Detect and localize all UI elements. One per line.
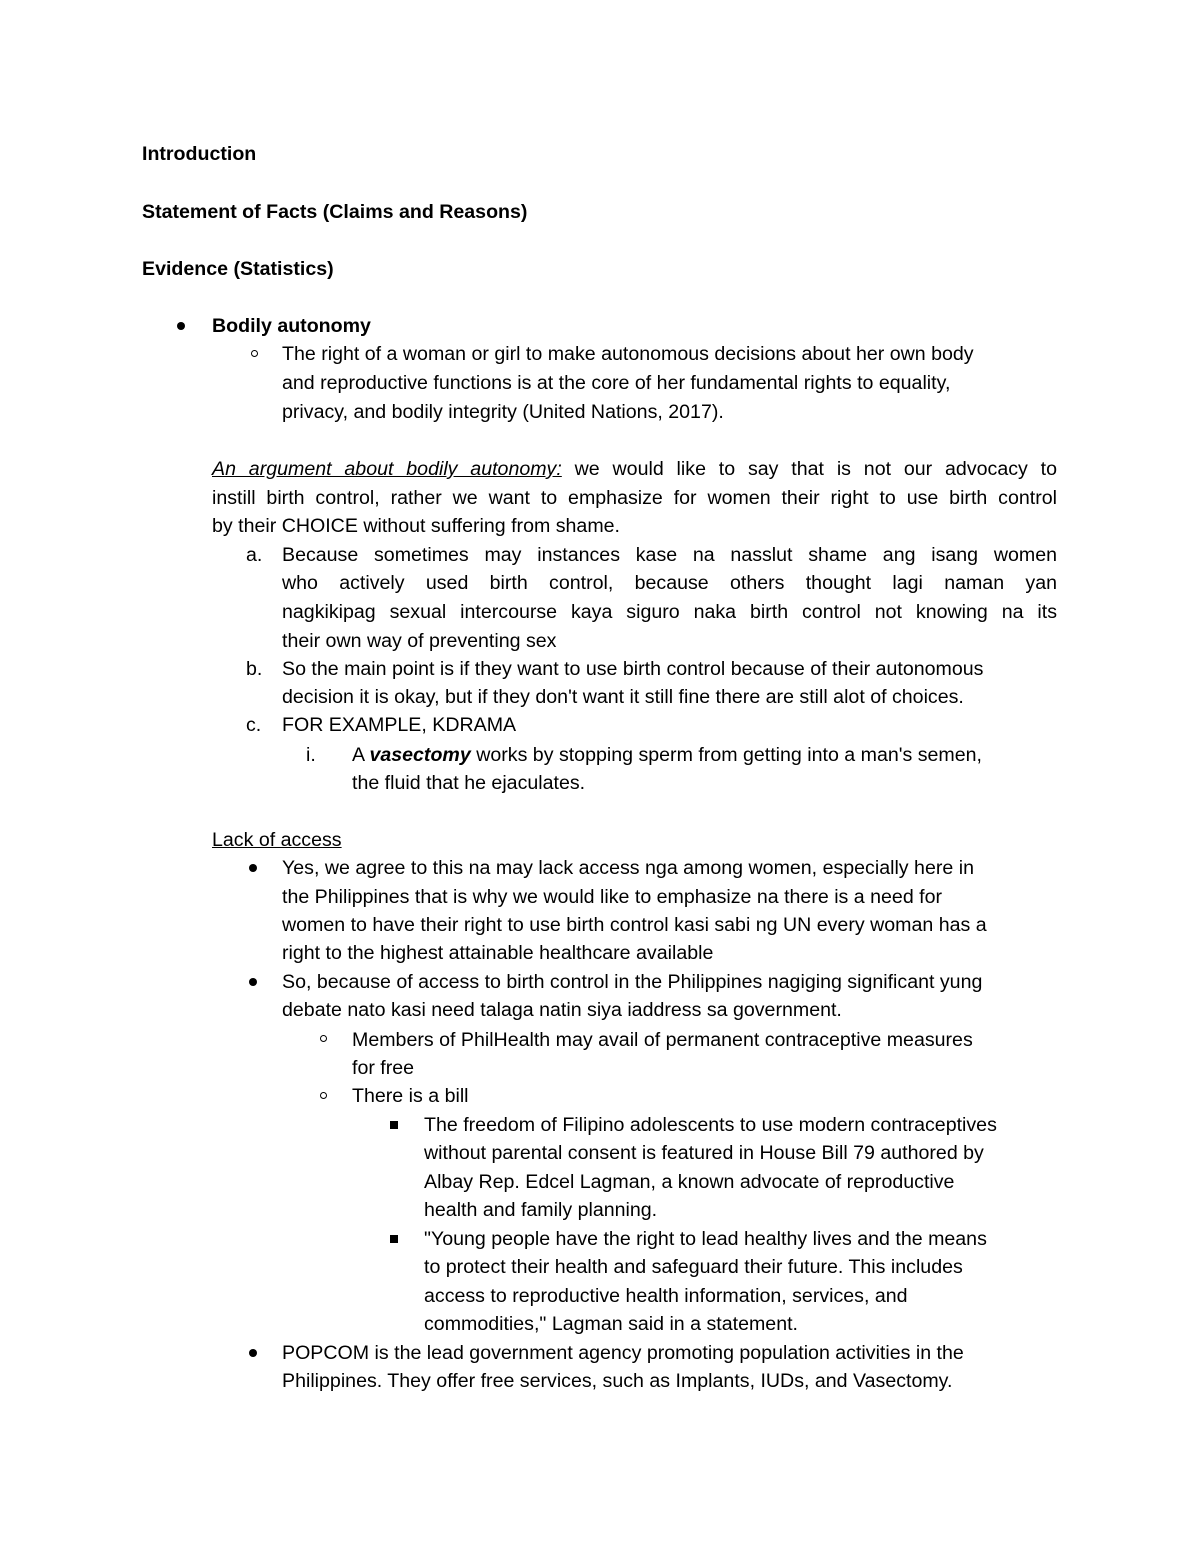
vasectomy-emphasis: vasectomy	[369, 744, 471, 766]
bullet-dot-icon	[249, 1349, 257, 1357]
bullet-square-icon	[390, 1121, 398, 1129]
list-item-line: So the main point is if they want to use birth control because of their autonomous	[282, 658, 984, 680]
list-item-line: Philippines. They offer free services, such as Implants, IUDs, and Vasectomy.	[282, 1370, 953, 1392]
bodily-autonomy-title: Bodily autonomy	[212, 315, 371, 337]
bullet-circle-icon	[251, 350, 258, 357]
list-item-line: Yes, we agree to this na may lack access nga among women, especially here in	[282, 857, 974, 879]
list-marker: i.	[306, 744, 316, 766]
bullet-circle-icon	[320, 1092, 327, 1099]
list-item-line: nagkikipag sexual intercourse kaya siguro naka birth control not knowing na its	[282, 601, 1057, 623]
argument-label: An argument about bodily autonomy:	[212, 458, 562, 480]
quote-line: privacy, and bodily integrity (United Nations, 2017).	[282, 401, 724, 423]
list-marker: a.	[246, 544, 263, 566]
list-item-line: FOR EXAMPLE, KDRAMA	[282, 714, 517, 736]
quote-line: The right of a woman or girl to make autonomous decisions about her own body	[282, 343, 974, 365]
list-marker: b.	[246, 658, 263, 680]
vasectomy-line-2: the fluid that he ejaculates.	[352, 772, 586, 794]
list-item-line: decision it is okay, but if they don't want it still fine there are still alot of choices.	[282, 686, 964, 708]
heading-statement-of-facts: Statement of Facts (Claims and Reasons)	[142, 201, 528, 223]
list-marker: c.	[246, 714, 262, 736]
list-item-line: right to the highest attainable healthcare available	[282, 942, 714, 964]
vasectomy-prefix: A	[352, 744, 370, 766]
list-item-line: to protect their health and safeguard their future. This includes	[424, 1256, 963, 1278]
argument-line: by their CHOICE without suffering from shame.	[212, 515, 620, 537]
list-item-line: health and family planning.	[424, 1199, 658, 1221]
argument-line	[212, 457, 1057, 481]
list-item-line: access to reproductive health information, services, and	[424, 1285, 908, 1307]
list-item-line: commodities," Lagman said in a statement.	[424, 1313, 798, 1335]
list-item-line: Albay Rep. Edcel Lagman, a known advocate of reproductive	[424, 1171, 955, 1193]
vasectomy-suffix: works by stopping sperm from getting into a man's semen,	[470, 744, 982, 766]
list-item-line: the Philippines that is why we would like to emphasize na there is a need for	[282, 886, 943, 908]
bullet-dot-icon	[249, 864, 257, 872]
list-item-line: for free	[352, 1057, 415, 1079]
list-item-line: Members of PhilHealth may avail of permanent contraceptive measures	[352, 1029, 973, 1051]
list-item-line: without parental consent is featured in House Bill 79 authored by	[424, 1142, 984, 1164]
list-item-line: Because sometimes may instances kase na nasslut shame ang isang women	[282, 544, 1057, 566]
list-item-line: There is a bill	[352, 1085, 469, 1107]
list-item-line: So, because of access to birth control in the Philippines nagiging significant yung	[282, 971, 983, 993]
list-item-line: The freedom of Filipino adolescents to use modern contraceptives	[424, 1114, 997, 1136]
heading-introduction: Introduction	[142, 143, 257, 165]
vasectomy-line	[352, 743, 982, 767]
bullet-dot-icon	[249, 978, 257, 986]
bullet-square-icon	[390, 1235, 398, 1243]
quote-line: and reproductive functions is at the core of her fundamental rights to equality,	[282, 372, 951, 394]
list-item-line: their own way of preventing sex	[282, 630, 557, 652]
list-item-line: POPCOM is the lead government agency promoting population activities in the	[282, 1342, 964, 1364]
bullet-dot-icon	[177, 322, 185, 330]
heading-evidence: Evidence (Statistics)	[142, 258, 334, 280]
list-item-line: "Young people have the right to lead healthy lives and the means	[424, 1228, 987, 1250]
list-item-line: debate nato kasi need talaga natin siya iaddress sa government.	[282, 999, 842, 1021]
argument-line: instill birth control, rather we want to emphasize for women their right to use birth control	[212, 487, 1057, 509]
lack-of-access-title: Lack of access	[212, 829, 342, 851]
bullet-circle-icon	[320, 1035, 327, 1042]
list-item-line: women to have their right to use birth control kasi sabi ng UN every woman has a	[282, 914, 987, 936]
list-item-line: who actively used birth control, because others thought lagi naman yan	[282, 572, 1057, 594]
argument-text: we would like to say that is not our advocacy to	[561, 458, 1057, 480]
